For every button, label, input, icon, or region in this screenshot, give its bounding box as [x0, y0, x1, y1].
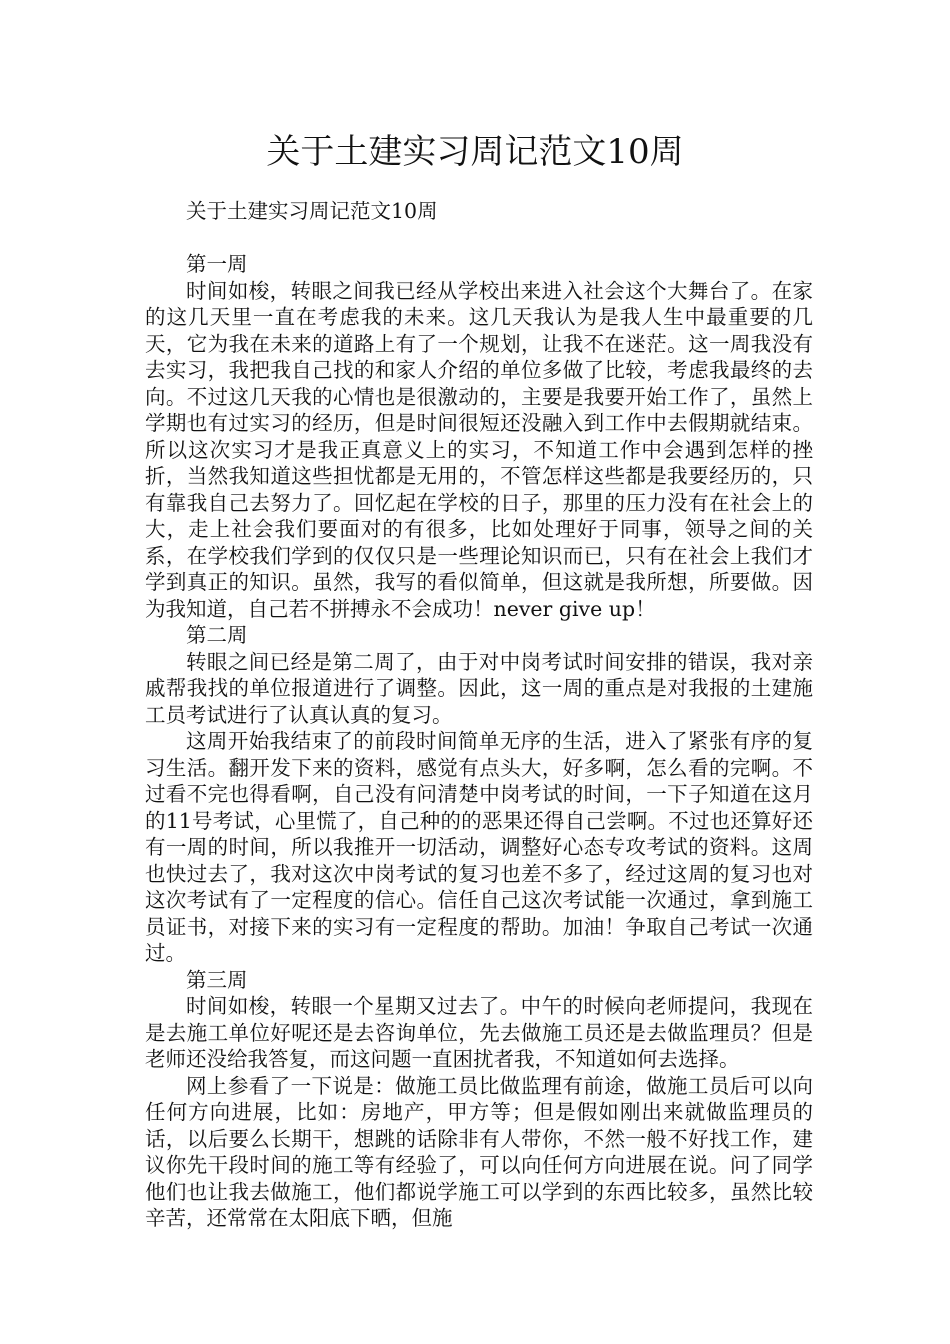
- paragraph: 网上参看了一下说是：做施工员比做监理有前途，做施工员后可以向任何方向进展，比如：房地产，甲方等；但是假如刚出来就做监理员的话，以后要么长期干，想跳的话除非有人带你，不然一般不好找工作，建议你先干段时间的施工等有经验了，可以向任何方向进展在说。问了同学他们也让我去做施工，他们都说学施工可以学到的东西比较多，虽然比较辛苦，还常常在太阳底下晒，但施: [145, 1073, 813, 1230]
- paragraph: 转眼之间已经是第二周了，由于对中岗考试时间安排的错误，我对亲戚帮我找的单位报道进行了调整。因此，这一周的重点是对我报的土建施工员考试进行了认真认真的复习。: [145, 649, 813, 727]
- paragraph: 时间如梭，转眼一个星期又过去了。中午的时候向老师提问，我现在是去施工单位好呢还是去咨询单位，先去做施工员还是去做监理员？但是老师还没给我答复，而这问题一直困扰者我，不知道如何去选择。: [145, 994, 813, 1071]
- paragraph: 这周开始我结束了的前段时间简单无序的生活，进入了紧张有序的复习生活。翻开发下来的资料，感觉有点头大，好多啊，怎么看的完啊。不过看不完也得看啊，自己没有问清楚中岗考试的时间，一下子知道在这月的11号考试，心里慌了，自己种的的恶果还得自己尝啊。不过也还算好还有一周的时间，所以我推开一切活动，调整好心态专攻考试的资料。这周也快过去了，我对这次中岗考试的复习也差不多了，经过这周的复习也对这次考试有了一定程度的信心。信任自己这次考试能一次通过，拿到施工员证书，对接下来的实习有一定程度的帮助。加油！争取自己考试一次通过。: [145, 729, 813, 965]
- section-heading-week-2: 第二周: [186, 623, 248, 647]
- document-title: 关于土建实习周记范文10周: [266, 132, 684, 172]
- paragraph: 时间如梭，转眼之间我已经从学校出来进入社会这个大舞台了。在家的这几天里一直在考虑我的未来。这几天我认为是我人生中最重要的几天，它为我在未来的道路上有了一个规划，让我不在迷茫。这一周我没有去实习，我把我自己找的和家人介绍的单位多做了比较，考虑我最终的去向。不过这几天我的心情也是很激动的，主要是我要开始工作了，虽然上学期也有过实习的经历，但是时间很短还没融入到工作中去假期就结束。所以这次实习才是我正真意义上的实习，不知道工作中会遇到怎样的挫折，当然我知道这些担忧都是无用的，不管怎样这些都是我要经历的，只有靠我自己去努力了。回忆起在学校的日子，那里的压力没有在社会上的大，走上社会我们要面对的有很多，比如处理好于同事，领导之间的关系，在学校我们学到的仅仅只是一些理论知识而已，只有在社会上我们才学到真正的知识。虽然，我写的看似简单，但这就是我所想，所要做。因为我知道，自己若不拼搏永不会成功！never give up！: [145, 278, 813, 621]
- document-body: [145, 198, 813, 1232]
- section-heading-week-3: 第三周: [186, 967, 248, 992]
- section-heading-week-1: 第一周: [186, 252, 248, 276]
- document-subtitle: 关于土建实习周记范文10周: [186, 199, 438, 223]
